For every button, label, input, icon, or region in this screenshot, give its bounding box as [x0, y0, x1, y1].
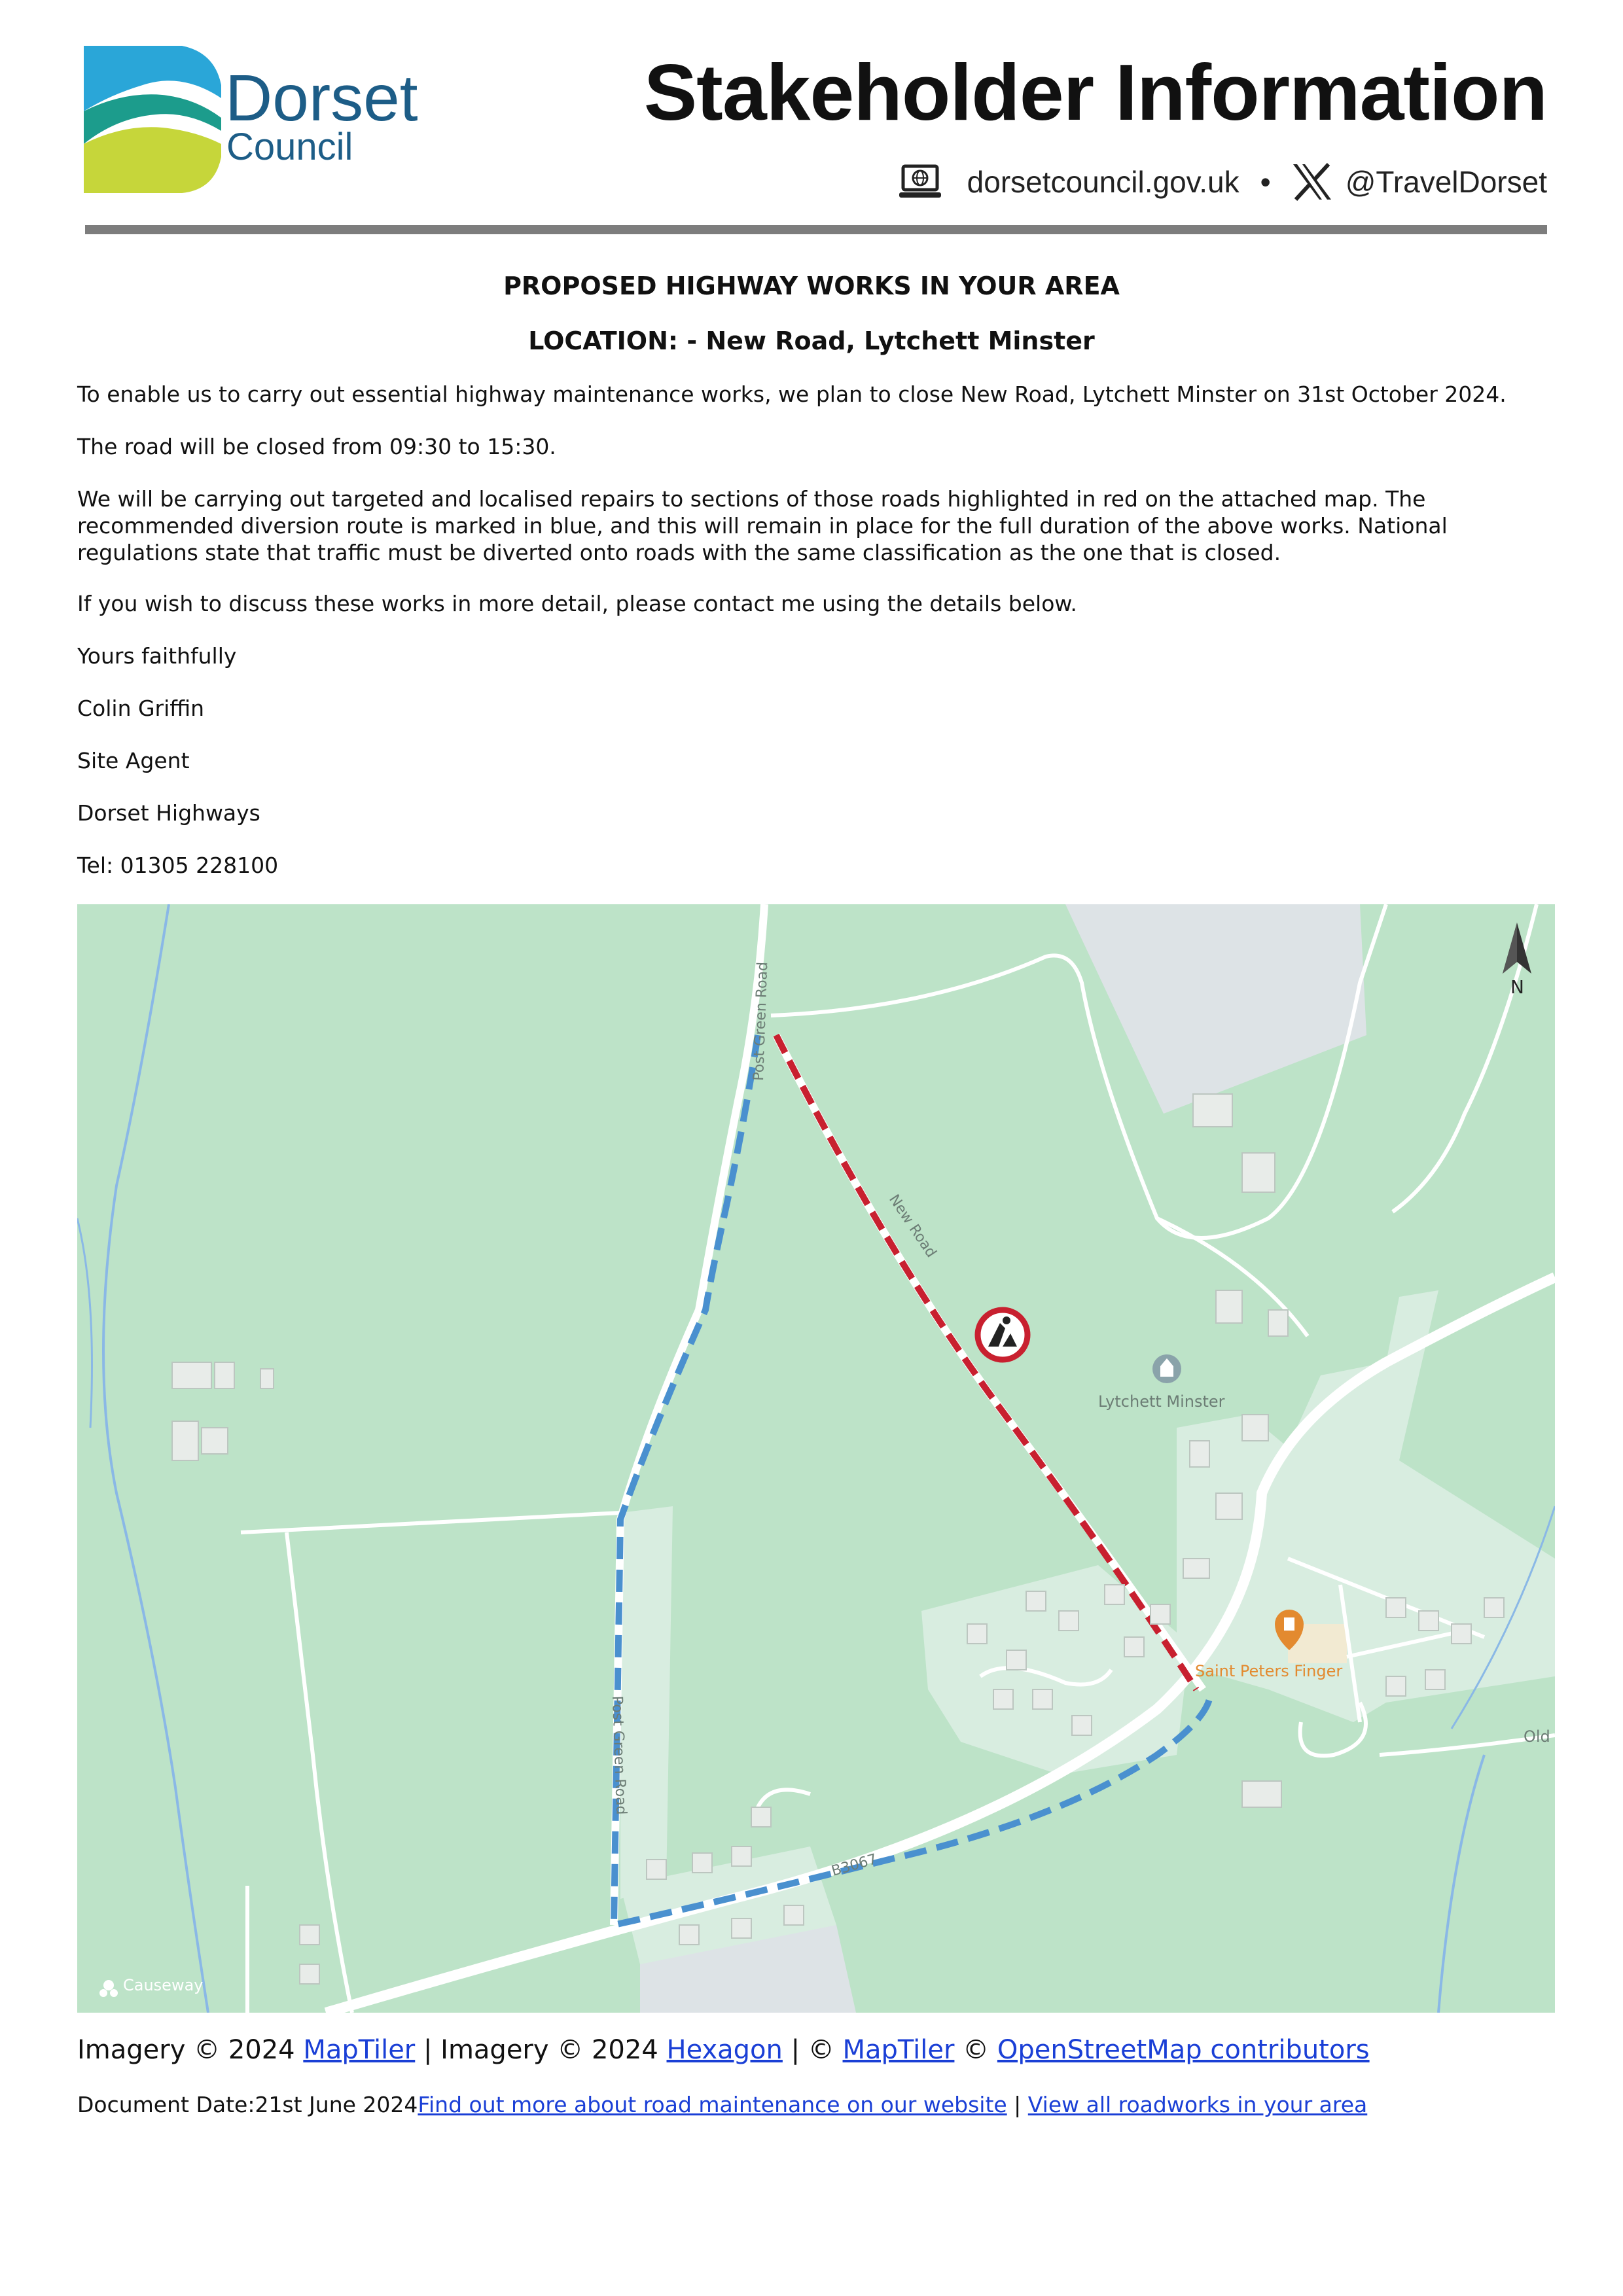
document-date: Document Date:21st June 2024 [77, 2092, 418, 2117]
dorset-council-logo-mark [84, 46, 228, 196]
label-village: Lytchett Minster [1098, 1392, 1225, 1411]
signatory-telephone: Tel: 01305 228100 [77, 853, 279, 878]
credit-text: © [954, 2035, 997, 2065]
north-label: N [1510, 976, 1524, 998]
map-credits [77, 2037, 1370, 2063]
label-new-road: New Road [885, 1192, 940, 1261]
map-attribution: Causeway [123, 1976, 204, 1994]
label-old-road: Old [1524, 1727, 1550, 1746]
road-maintenance-link[interactable]: Find out more about road maintenance on our website [418, 2092, 1007, 2117]
credit-text: | © [782, 2035, 843, 2065]
maptiler-link[interactable]: MapTiler [303, 2035, 416, 2065]
logo-text-council: Council [226, 126, 353, 168]
label-post-green-road-south: Post Green Road [609, 1695, 630, 1815]
page-title: Stakeholder Information [643, 48, 1547, 137]
footer-links [77, 2094, 1367, 2115]
notice-heading: PROPOSED HIGHWAY WORKS IN YOUR AREA [503, 272, 1120, 300]
label-b3067: B3067 [829, 1851, 879, 1880]
map-canvas [77, 904, 1555, 2013]
paragraph-details-line: regulations state that traffic must be diverted onto roads with the same classification as the one that is closed. [77, 540, 1281, 565]
openstreetmap-link[interactable]: OpenStreetMap contributors [997, 2035, 1370, 2065]
label-poi: Saint Peters Finger [1195, 1662, 1343, 1680]
logo-text-dorset: Dorset [225, 62, 418, 135]
paragraph-details-line: We will be carrying out targeted and localised repairs to sections of those roads highlighted in red on the attached map. The [77, 486, 1426, 512]
notice-location: LOCATION: - New Road, Lytchett Minster [528, 327, 1095, 355]
signatory-role: Site Agent [77, 748, 190, 773]
paragraph-times: The road will be closed from 09:30 to 15:30. [77, 434, 556, 459]
website-link[interactable]: dorsetcouncil.gov.uk [967, 165, 1240, 199]
roadworks-warning-icon[interactable] [978, 1310, 1027, 1360]
roadworks-link[interactable]: View all roadworks in your area [1027, 2092, 1368, 2117]
signoff: Yours faithfully [77, 643, 237, 669]
paragraph-closure: To enable us to carry out essential highway maintenance works, we plan to close New Road, Lytchett Minster on 31st October 2024. [77, 381, 1507, 407]
signatory-organisation: Dorset Highways [77, 800, 260, 826]
urban-area-strip [620, 1506, 673, 1899]
footer-separator: | [1007, 2092, 1028, 2117]
paragraph-details [77, 486, 1563, 566]
maptiler-link-2[interactable]: MapTiler [842, 2035, 955, 2065]
label-post-green-road-north: Post Green Road [751, 961, 772, 1082]
hexagon-link[interactable]: Hexagon [666, 2035, 783, 2065]
contact-line [851, 156, 1547, 208]
credit-text: Imagery © 2024 [77, 2035, 304, 2065]
separator-bullet: • [1260, 165, 1271, 199]
laptop-globe-icon [899, 164, 941, 200]
church-icon [1152, 1354, 1181, 1383]
social-handle[interactable]: @TravelDorset [1345, 165, 1547, 199]
paragraph-contact: If you wish to discuss these works in more detail, please contact me using the details below. [77, 591, 1077, 616]
header-divider [85, 225, 1547, 234]
roadworks-map[interactable] [77, 904, 1555, 2013]
credit-text: | Imagery © 2024 [415, 2035, 667, 2065]
x-logo-icon [1292, 163, 1332, 201]
signatory-name: Colin Griffin [77, 696, 205, 721]
paragraph-details-line: recommended diversion route is marked in blue, and this will remain in place for the full duration of the above works. National [77, 513, 1448, 539]
